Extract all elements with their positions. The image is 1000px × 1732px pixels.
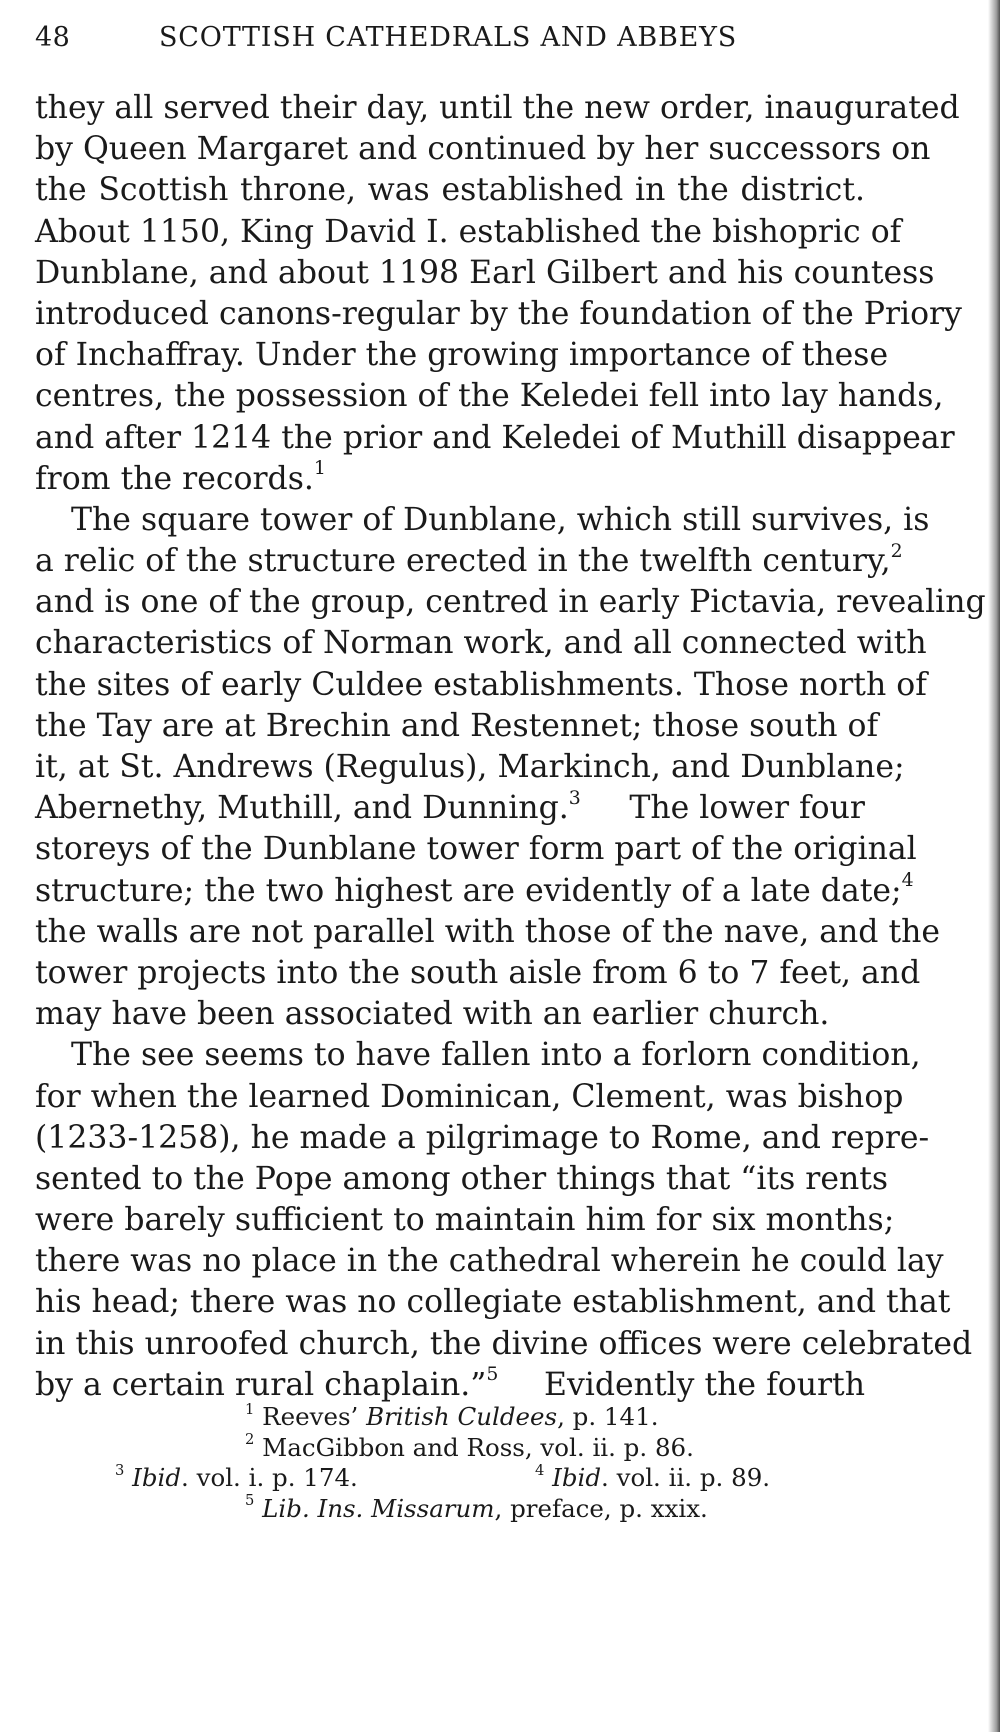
- footnote-ref: 5: [486, 1363, 499, 1386]
- running-header: [35, 18, 865, 58]
- text-line: of Inchaffray. Under the growing importance of these: [35, 337, 889, 374]
- footnote-mark: 2: [245, 1431, 255, 1449]
- footnote: $^3$ Ibid. vol. i. p. 174. $^4$ Ibid. vol. ii. p. 89.: [115, 1461, 771, 1492]
- text-line: Dunblane, and about 1198 Earl Gilbert and his countess: [35, 254, 935, 291]
- text-line: About 1150, King David I. established the bishopric of: [35, 213, 902, 250]
- footnote: $^2$ MacGibbon and Ross, vol. ii. p. 86.: [245, 1431, 694, 1462]
- text-line: a relic of the structure erected in the twelfth century,$^2$: [35, 539, 903, 580]
- footnote-ref: 3: [568, 786, 581, 809]
- footnote-ref: 4: [901, 869, 914, 892]
- text-line: his head; there was no collegiate establishment, and that: [35, 1284, 951, 1321]
- footnote-mark: 5: [245, 1492, 255, 1510]
- text-line: the sites of early Culdee establishments. Those north of: [35, 666, 927, 703]
- text-line: there was no place in the cathedral wherein he could lay: [35, 1243, 944, 1280]
- text-line: for when the learned Dominican, Clement, was bishop: [35, 1078, 904, 1115]
- text-line: structure; the two highest are evidently of a late date;$^4$: [35, 869, 914, 909]
- text-line: The see seems to have fallen into a forlorn condition,: [71, 1037, 921, 1074]
- footnote-mark: 3: [115, 1461, 125, 1479]
- text-line: and is one of the group, centred in early Pictavia, revealing: [35, 584, 986, 621]
- footnote: $^5$ Lib. Ins. Missarum, preface, p. xxix.: [245, 1492, 708, 1523]
- footnote-ref: 2: [890, 539, 903, 562]
- text-line: from the records.$^1$: [35, 457, 326, 497]
- footnote-mark: 4: [535, 1461, 545, 1479]
- text-line: the Tay are at Brechin and Restennet; those south of: [35, 707, 879, 744]
- text-line: centres, the possession of the Keledei fell into lay hands,: [35, 378, 944, 415]
- text-line: it, at St. Andrews (Regulus), Markinch, and Dunblane;: [35, 749, 905, 785]
- text-line: by Queen Margaret and continued by her successors on: [35, 131, 931, 168]
- body-text: [35, 88, 986, 1406]
- footnote-mark: 1: [245, 1400, 255, 1418]
- text-line: sented to the Pope among other things that “its rents: [35, 1160, 889, 1197]
- text-line: the Scottish throne, was established in the district.: [35, 172, 865, 209]
- page-edge-shadow: [988, 0, 1000, 1732]
- footnote-ref: 1: [313, 457, 326, 480]
- text-line: the walls are not parallel with those of the nave, and the: [35, 913, 941, 950]
- text-line: Abernethy, Muthill, and Dunning.$^3$ The lower four: [35, 786, 865, 827]
- text-line: The square tower of Dunblane, which still survives, is: [71, 501, 930, 538]
- text-line: were barely sufficient to maintain him for six months;: [35, 1202, 895, 1239]
- text-line: may have been associated with an earlier church.: [35, 996, 830, 1033]
- text-line: introduced canons-regular by the foundation of the Priory: [35, 295, 962, 332]
- text-line: tower projects into the south aisle from 6 to 7 feet, and: [35, 954, 921, 991]
- text-line: and after 1214 the prior and Keledei of Muthill disappear: [35, 419, 955, 456]
- page-number: 48: [35, 22, 71, 53]
- text-line: in this unroofed church, the divine offices were celebrated: [35, 1325, 973, 1362]
- footnote: $^1$ Reeves’ British Culdees, p. 141.: [245, 1400, 659, 1431]
- text-line: characteristics of Norman work, and all connected with: [35, 625, 927, 662]
- text-line: by a certain rural chaplain.”$^5$ Evidently the fourth: [35, 1363, 865, 1403]
- text-line: (1233-1258), he made a pilgrimage to Rome, and repre-: [35, 1119, 930, 1156]
- running-title: SCOTTISH CATHEDRALS AND ABBEYS: [159, 22, 738, 53]
- text-line: they all served their day, until the new order, inaugurated: [35, 90, 960, 126]
- text-line: storeys of the Dunblane tower form part of the original: [35, 831, 917, 868]
- footnotes: [0, 1402, 1000, 1524]
